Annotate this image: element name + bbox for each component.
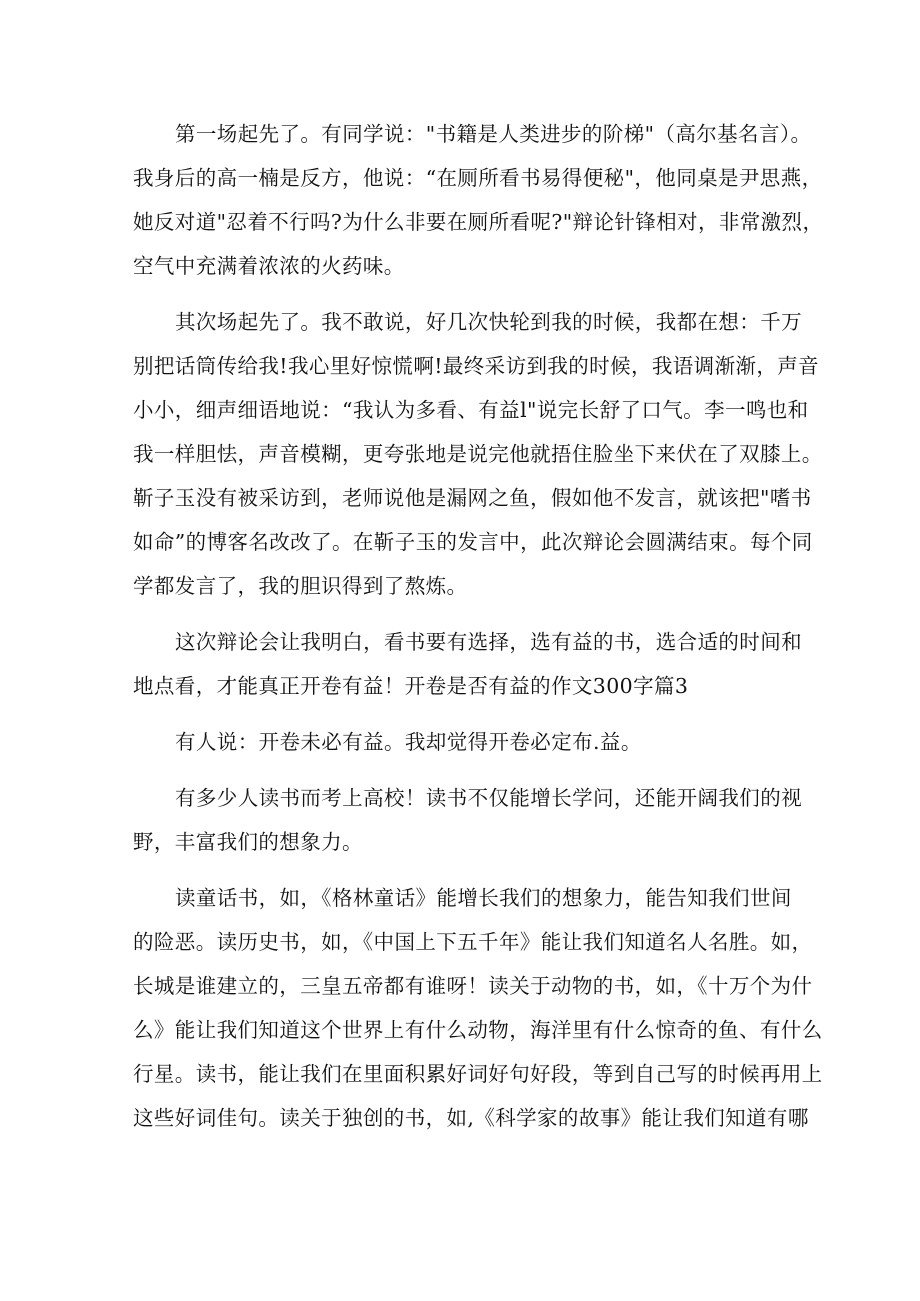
paragraph-line: 别把话筒传给我!我心里好惊慌啊!最终采访到我的时候，我语调渐渐，声音 [133,354,820,378]
paragraph-line: 长城是谁建立的，三皇五帝都有谁呀！读关于动物的书，如，《十万个为什 [133,974,813,998]
paragraph-5 [133,776,802,864]
paragraph-6 [133,876,823,1140]
paragraph-2 [133,300,823,608]
paragraph-line: 其次场起先了。我不敢说，好几次快轮到我的时候，我都在想：千万 [175,310,802,334]
paragraph-3 [133,620,802,708]
paragraph-1 [133,112,824,288]
paragraph-line: 如命”的博客名改改了。在靳子玉的发言中，此次辩论会圆满结束。每个同 [133,530,813,554]
paragraph-line: 小小，细声细语地说：“我认为多看、有益l"说完长舒了口气。李一鸣也和 [133,398,809,422]
paragraph-line: 这些好词佳句。读关于独创的书，如,《科学家的故事》能让我们知道有哪 [133,1106,809,1130]
paragraph-line: 第一场起先了。有同学说："书籍是人类进步的阶梯"（高尔基名言）。 [175,122,812,146]
paragraph-line: 空气中充满着浓浓的火药味。 [133,254,405,278]
paragraph-line: 的险恶。读历史书，如，《中国上下五千年》能让我们知道名人名胜。如， [133,930,813,954]
document-body [133,112,824,1140]
paragraph-line: 这次辩论会让我明白，看书要有选择，选有益的书，选合适的时间和 [175,630,802,654]
paragraph-line: 有人说：开卷未必有益。我却觉得开卷必定布.益。 [175,730,642,754]
paragraph-line: 靳子玉没有被采访到，老师说他是漏网之鱼，假如他不发言，就该把"嗜书 [133,486,812,510]
paragraph-line: 读童话书，如，《格林童话》能增长我们的想象力，能告知我们世间 [175,886,792,910]
paragraph-line: 野，丰富我们的想象力。 [133,830,363,854]
paragraph-line: 行星。读书，能让我们在里面积累好词好句好段，等到自己写的时候再用上 [133,1062,823,1086]
paragraph-line: 么》能让我们知道这个世界上有什么动物，海洋里有什么惊奇的鱼、有什么 [133,1018,823,1042]
paragraph-line: 地点看，才能真正开卷有益！开卷是否有益的作文300字篇3 [133,674,689,698]
paragraph-line: 我一样胆怯，声音模糊，更夸张地是说完他就捂住脸坐下来伏在了双膝上。 [133,442,823,466]
paragraph-4 [133,720,793,764]
paragraph-line: 有多少人读书而考上高校！读书不仅能增长学问，还能开阔我们的视 [175,786,802,810]
paragraph-line: 我身后的高一楠是反方，他说：“在厕所看书易得便秘"，他同桌是尹思燕， [133,166,823,190]
paragraph-line: 她反对道"忍着不行吗?为什么非要在厕所看呢?"辩论针锋相对，非常激烈， [133,210,824,234]
paragraph-line: 学都发言了，我的胆识得到了熬炼。 [133,574,468,598]
